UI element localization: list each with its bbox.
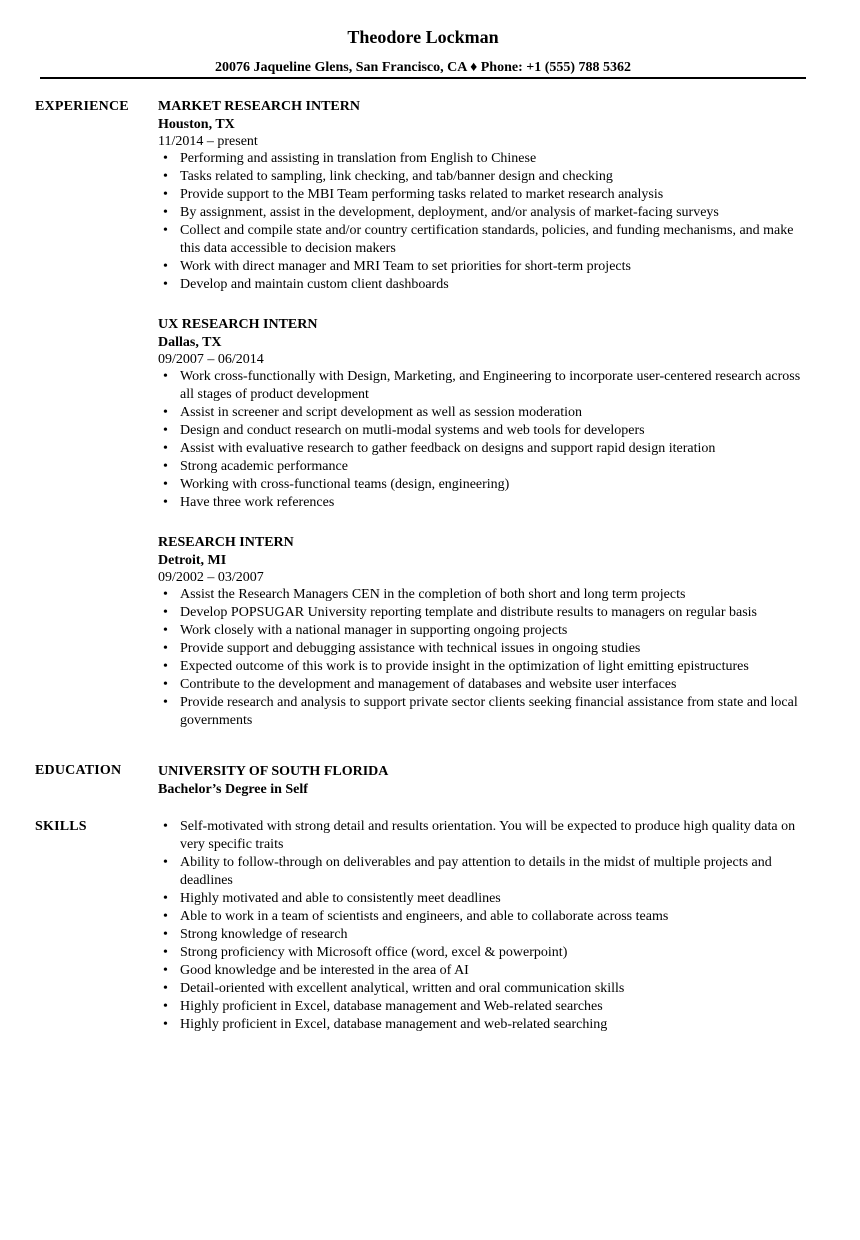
skill-text: Strong knowledge of research (180, 927, 348, 942)
bullet-icon: • (163, 151, 168, 166)
bullet-text: Assist the Research Managers CEN in the completion of both short and long term projects (180, 587, 686, 602)
list-item (158, 962, 813, 980)
bullet-icon: • (163, 495, 168, 510)
education-label: EDUCATION (35, 763, 122, 778)
bullet-text: Work with direct manager and MRI Team to set priorities for short-term projects (180, 259, 631, 274)
bullet-icon: • (163, 623, 168, 638)
experience-label: EXPERIENCE (35, 99, 129, 114)
skill-text: Detail-oriented with excellent analytical, written and oral communication skills (180, 981, 625, 996)
skill-text: Ability to follow-through on deliverables and pay attention to details in the midst of multiple projects and deadlines (180, 855, 772, 888)
bullet-text: Strong academic performance (180, 459, 348, 474)
bullet-icon: • (163, 459, 168, 474)
bullet-text: Contribute to the development and management of databases and website user interfaces (180, 677, 677, 692)
bullet-icon: • (163, 981, 168, 996)
bullet-icon: • (163, 659, 168, 674)
list-item (158, 168, 813, 186)
bullet-text: Have three work references (180, 495, 335, 510)
bullet-text: By assignment, assist in the development, deployment, and/or analysis of market-facing surveys (180, 205, 719, 220)
skill-text: Good knowledge and be interested in the area of AI (180, 963, 469, 978)
job-entry (158, 534, 813, 730)
bullet-text: Design and conduct research on mutli-modal systems and web tools for developers (180, 423, 645, 438)
header-divider (40, 77, 806, 79)
bullet-text: Collect and compile state and/or country certification standards, policies, and funding mechanisms, and make this data accessible to decision makers (180, 223, 794, 256)
list-item (158, 1016, 813, 1034)
bullet-icon: • (163, 695, 168, 710)
job-location: Dallas, TX (158, 335, 222, 350)
bullet-text: Work cross-functionally with Design, Marketing, and Engineering to incorporate user-centered research across all stages of product development (180, 369, 801, 402)
bullet-icon: • (163, 963, 168, 978)
bullet-text: Work closely with a national manager in supporting ongoing projects (180, 623, 568, 638)
bullet-icon: • (163, 945, 168, 960)
bullet-icon: • (163, 677, 168, 692)
list-item (158, 658, 813, 676)
list-item (158, 586, 813, 604)
bullet-icon: • (163, 187, 168, 202)
bullet-icon: • (163, 1017, 168, 1032)
bullet-text: Performing and assisting in translation from English to Chinese (180, 151, 537, 166)
bullet-icon: • (163, 819, 168, 834)
list-item (158, 854, 813, 890)
job-bullets (158, 368, 813, 512)
bullet-text: Tasks related to sampling, link checking, and tab/banner design and checking (180, 169, 613, 184)
list-item (158, 622, 813, 640)
skill-text: Self-motivated with strong detail and results orientation. You will be expected to produce high quality data on very specific traits (180, 819, 796, 852)
bullet-icon: • (163, 927, 168, 942)
list-item (158, 694, 813, 730)
bullet-icon: • (163, 641, 168, 656)
list-item (158, 258, 813, 276)
job-bullets (158, 150, 813, 294)
list-item (158, 186, 813, 204)
job-dates: 09/2002 – 03/2007 (158, 570, 264, 585)
job-location: Detroit, MI (158, 553, 227, 568)
skill-text: Highly proficient in Excel, database management and web-related searching (180, 1017, 608, 1032)
job-title: UX RESEARCH INTERN (158, 317, 318, 332)
bullet-icon: • (163, 277, 168, 292)
bullet-icon: • (163, 441, 168, 456)
bullet-icon: • (163, 891, 168, 906)
bullet-text: Assist with evaluative research to gather feedback on designs and support rapid design iteration (180, 441, 716, 456)
list-item (158, 998, 813, 1016)
bullet-icon: • (163, 205, 168, 220)
experience-section (158, 98, 813, 752)
bullet-text: Provide support and debugging assistance with technical issues in ongoing studies (180, 641, 641, 656)
contact-line: 20076 Jaqueline Glens, San Francisco, CA ♦ Phone: +1 (555) 788 5362 (214, 60, 632, 75)
skills-section (158, 818, 813, 1034)
list-item (158, 944, 813, 962)
list-item (158, 204, 813, 222)
bullet-icon: • (163, 909, 168, 924)
bullet-icon: • (163, 259, 168, 274)
bullet-icon: • (163, 999, 168, 1014)
skill-text: Highly motivated and able to consistently meet deadlines (180, 891, 501, 906)
job-location: Houston, TX (158, 117, 235, 132)
job-bullets (158, 586, 813, 730)
skills-label: SKILLS (35, 819, 87, 834)
list-item (158, 676, 813, 694)
list-item (158, 368, 813, 404)
job-dates: 11/2014 – present (158, 134, 258, 149)
bullet-icon: • (163, 223, 168, 238)
bullet-icon: • (163, 477, 168, 492)
job-title: RESEARCH INTERN (158, 535, 294, 550)
list-item (158, 640, 813, 658)
list-item (158, 818, 813, 854)
skill-text: Strong proficiency with Microsoft office (word, excel & powerpoint) (180, 945, 568, 960)
list-item (158, 150, 813, 168)
skill-text: Able to work in a team of scientists and engineers, and able to collaborate across teams (180, 909, 669, 924)
bullet-text: Assist in screener and script development as well as session moderation (180, 405, 583, 420)
bullet-text: Provide research and analysis to support private sector clients seeking financial assistance from state and local governments (180, 695, 798, 728)
list-item (158, 908, 813, 926)
bullet-icon: • (163, 169, 168, 184)
bullet-icon: • (163, 605, 168, 620)
bullet-icon: • (163, 587, 168, 602)
bullet-text: Develop and maintain custom client dashboards (180, 277, 449, 292)
job-title: MARKET RESEARCH INTERN (158, 99, 360, 114)
job-entry (158, 98, 813, 294)
bullet-text: Provide support to the MBI Team performing tasks related to market research analysis (180, 187, 664, 202)
education-degree: Bachelor’s Degree in Self (158, 782, 308, 797)
list-item (158, 422, 813, 440)
job-entry (158, 316, 813, 512)
list-item (158, 458, 813, 476)
job-dates: 09/2007 – 06/2014 (158, 352, 264, 367)
bullet-text: Working with cross-functional teams (design, engineering) (180, 477, 510, 492)
list-item (158, 440, 813, 458)
education-school: UNIVERSITY OF SOUTH FLORIDA (158, 764, 389, 779)
list-item (158, 222, 813, 258)
list-item (158, 476, 813, 494)
bullet-icon: • (163, 423, 168, 438)
list-item (158, 404, 813, 422)
list-item (158, 604, 813, 622)
bullet-icon: • (163, 855, 168, 870)
list-item (158, 276, 813, 294)
skill-text: Highly proficient in Excel, database management and Web-related searches (180, 999, 603, 1014)
list-item (158, 494, 813, 512)
bullet-icon: • (163, 369, 168, 384)
candidate-name: Theodore Lockman (347, 27, 499, 47)
bullet-text: Expected outcome of this work is to provide insight in the optimization of light emitting epistructures (180, 659, 749, 674)
skills-list (158, 818, 813, 1034)
list-item (158, 980, 813, 998)
list-item (158, 926, 813, 944)
bullet-text: Develop POPSUGAR University reporting template and distribute results to managers on regular basis (180, 605, 758, 620)
bullet-icon: • (163, 405, 168, 420)
list-item (158, 890, 813, 908)
education-section (158, 763, 813, 799)
